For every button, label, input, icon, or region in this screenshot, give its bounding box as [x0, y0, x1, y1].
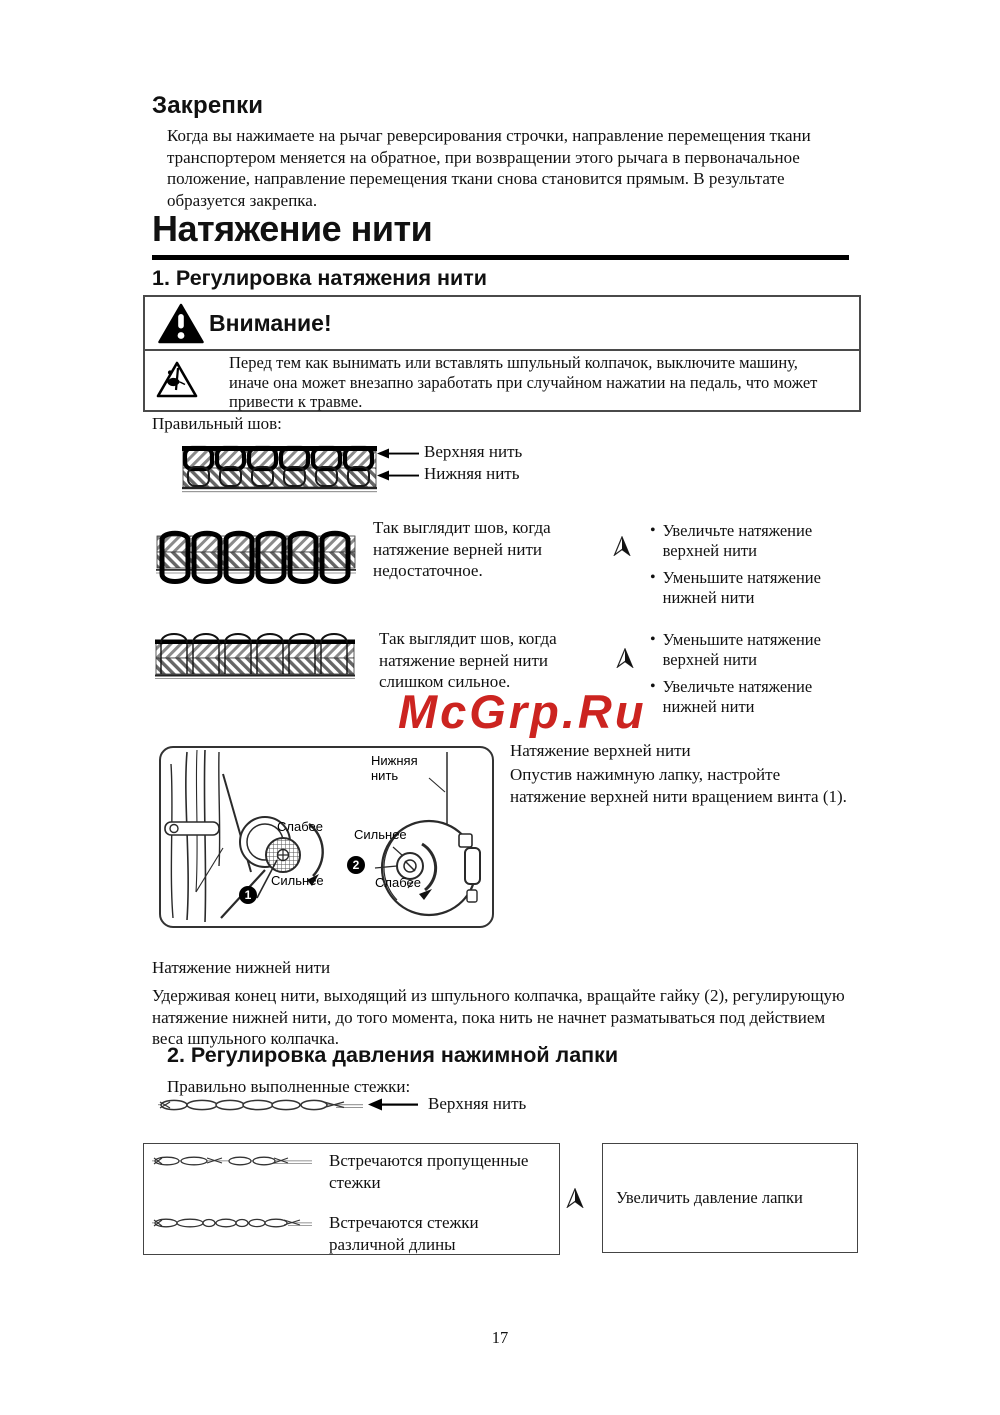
needle-hazard-icon: [156, 361, 198, 399]
tight-tension-advice: [650, 630, 846, 717]
sewing-machine-illustration: [161, 748, 492, 926]
lower-tension-line: Удерживая конец нити, выходящий из шпульного колпачка, вращайте гайку (2), регулирующую: [152, 986, 845, 1005]
presser-intro: Правильно выполненные стежки:: [167, 1077, 411, 1096]
correct-stitches-diagram: [158, 1096, 363, 1114]
diagram-case-stronger-label: Сильнее: [354, 827, 407, 842]
chapter-title: Натяжение нити: [152, 208, 433, 249]
diagram-dial-weaker-label: Слабее: [277, 819, 323, 834]
bartack-line: образуется закрепка.: [167, 190, 318, 210]
advice-item: [650, 568, 846, 608]
advice-item: [650, 521, 846, 561]
advice-text: • Увеличьте натяжение верхней нити: [662, 521, 813, 560]
lower-tension-line: веса шпульного колпачка.: [152, 1029, 339, 1048]
watermark: McGrp.Ru: [398, 685, 647, 738]
diagram-case-weaker-label: Слабее: [375, 875, 421, 890]
pointer-arrowhead-icon: [566, 1188, 584, 1208]
advice-text: • Уменьшите натяжение верхней нити: [662, 630, 821, 669]
upper-tension-line: натяжение верхней нити вращением винта (1).: [510, 786, 847, 806]
loose-tension-desc: Так выглядит шов, когда натяжение верней нити недостаточное.: [373, 518, 551, 580]
upper-tension-body: [510, 764, 870, 807]
lower-tension-line: натяжение нижней нити, до того момента, пока нить не начнет разматываться под действием: [152, 1007, 826, 1027]
diagram-lower-thread-label: Нижняя нить: [371, 753, 418, 783]
warning-box: [143, 295, 861, 412]
callout-2-badge: 2: [347, 856, 365, 874]
warning-body: [229, 353, 829, 412]
upper-thread-label: Верхняя нить: [424, 442, 523, 461]
warning-header: [145, 297, 859, 351]
lower-thread-label: Нижняя нить: [424, 464, 520, 483]
page-number: 17: [491, 1328, 509, 1347]
warning-triangle-icon: [158, 303, 204, 344]
bartack-line: транспортером меняется на обратное, при возвращении этого рычага в первоначальное: [167, 147, 800, 167]
warning-line: привести к травме.: [229, 392, 363, 411]
correct-seam-diagram: [182, 444, 377, 494]
pointer-arrowhead-icon: [616, 648, 634, 668]
upper-tension-line: Опустив нажимную лапку, настройте: [510, 765, 781, 784]
arrow-left-icon: [377, 470, 419, 481]
bartack-title: Закрепки: [152, 92, 264, 119]
tight-tension-seam-diagram: [155, 628, 355, 682]
arrow-left-icon: [377, 448, 419, 459]
callout-1-badge: 1: [239, 886, 257, 904]
stitch-problem-text: Встречаются стежки различной длины: [329, 1213, 479, 1254]
lower-tension-title: Натяжение нижней нити: [152, 958, 331, 977]
diagram-dial-stronger-label: Сильнее: [271, 873, 324, 888]
section1-title: 1. Регулировка натяжения нити: [152, 266, 487, 290]
advice-text: • Увеличьте натяжение нижней нити: [662, 677, 813, 716]
warning-title: Внимание!: [209, 309, 332, 336]
stitch-problems-box: [143, 1143, 560, 1255]
arrow-left-icon: [368, 1098, 418, 1111]
warning-line: Перед тем как вынимать или вставлять шпульный колпачок, выключите машину,: [229, 353, 798, 372]
tight-tension-desc: Так выглядит шов, когда натяжение верней нити слишком сильное.: [379, 629, 557, 691]
correct-seam-label: Правильный шов:: [152, 414, 282, 433]
tension-illustration-box: [159, 746, 494, 928]
remedy-text: Увеличить давление лапки: [616, 1188, 803, 1207]
skipped-stitches-diagram: [152, 1154, 312, 1168]
lower-tension-body: [152, 985, 882, 1050]
advice-item: [650, 677, 846, 717]
bartack-paragraph: [167, 125, 847, 211]
advice-text: • Уменьшите натяжение нижней нити: [662, 568, 821, 607]
loose-tension-seam-diagram: [156, 528, 356, 592]
advice-item: [650, 630, 846, 670]
stitch-problem-text: Встречаются пропущенные стежки: [329, 1151, 529, 1192]
bartack-line: положение, направление перемещения ткани снова становится прямым. В результате: [167, 169, 785, 188]
chapter-divider: [152, 255, 849, 260]
upper-thread-label-2: Верхняя нить: [428, 1094, 527, 1113]
warning-line: иначе она может внезапно заработать при случайном нажатии на педаль, что может: [229, 372, 818, 392]
loose-tension-advice: [650, 521, 846, 608]
pointer-arrowhead-icon: [613, 536, 631, 556]
upper-tension-title: Натяжение верхней нити: [510, 741, 691, 760]
uneven-stitches-diagram: [152, 1216, 312, 1230]
remedy-box: [602, 1143, 858, 1253]
section2-title: 2. Регулировка давления нажимной лапки: [167, 1043, 619, 1067]
bartack-line: Когда вы нажимаете на рычаг реверсирования строчки, направление перемещения ткани: [167, 126, 811, 145]
